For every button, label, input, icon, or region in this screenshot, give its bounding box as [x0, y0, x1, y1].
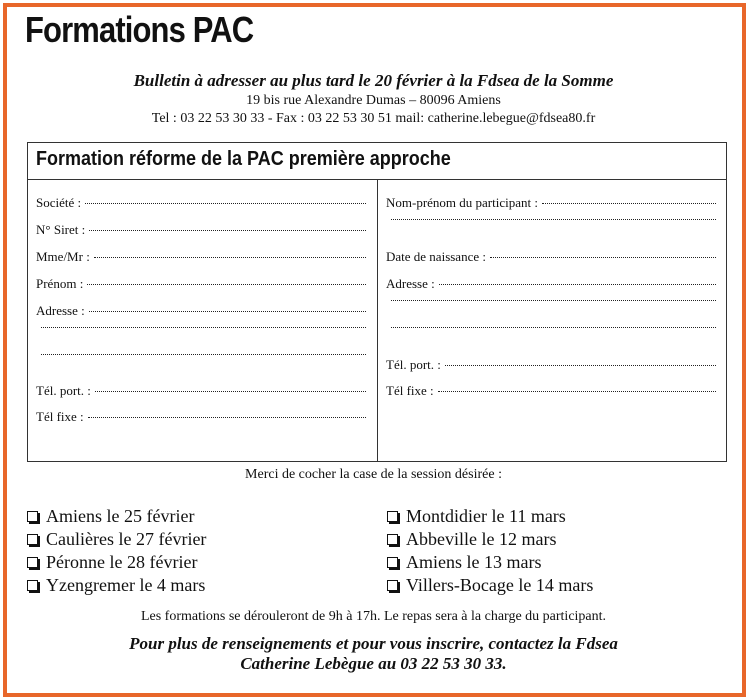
- societe-dotted-line[interactable]: [85, 203, 366, 204]
- civilite-label: Mme/Mr :: [36, 249, 90, 264]
- adresse-field[interactable]: [36, 303, 366, 319]
- nom-prenom-label: Nom-prénom du participant :: [386, 195, 538, 210]
- session-label: Abbeville le 12 mars: [406, 529, 557, 549]
- naissance-dotted-line[interactable]: [490, 257, 716, 258]
- session-option[interactable]: [387, 506, 566, 527]
- nom-prenom-extra-line[interactable]: [391, 222, 716, 223]
- session-option[interactable]: [387, 529, 556, 550]
- checkbox-icon[interactable]: [27, 511, 38, 522]
- session-option[interactable]: [387, 552, 541, 573]
- tel-fixe-label: Tél fixe :: [36, 409, 84, 424]
- checkbox-icon[interactable]: [387, 580, 398, 591]
- bulletin-instruction: Bulletin à adresser au plus tard le 20 février à la Fdsea de la Somme: [133, 71, 614, 90]
- session-label: Villers-Bocage le 14 mars: [406, 575, 594, 595]
- tel-fixe-field[interactable]: [36, 409, 366, 425]
- tel-port-participant-dotted-line[interactable]: [445, 365, 716, 366]
- adresse-participant-extra-line-2[interactable]: [391, 330, 716, 331]
- prenom-dotted-line[interactable]: [87, 284, 366, 285]
- session-option[interactable]: [27, 506, 194, 527]
- tel-port-label: Tél. port. :: [36, 383, 91, 398]
- adresse-participant-extra-line-1[interactable]: [391, 303, 716, 304]
- adresse-dotted-line[interactable]: [41, 354, 366, 355]
- tel-fixe-participant-dotted-line[interactable]: [438, 391, 716, 392]
- nom-prenom-dotted-line[interactable]: [391, 219, 716, 220]
- prenom-field[interactable]: [36, 276, 366, 292]
- tel-fixe-dotted-line[interactable]: [88, 417, 366, 418]
- nom-prenom-field[interactable]: [386, 195, 716, 211]
- tel-port-participant-field[interactable]: [386, 357, 716, 373]
- session-label: Amiens le 13 mars: [406, 552, 542, 572]
- naissance-label: Date de naissance :: [386, 249, 486, 264]
- session-instruction: Merci de cocher la case de la session désirée :: [245, 467, 502, 482]
- siret-field[interactable]: [36, 222, 366, 238]
- tel-fixe-participant-field[interactable]: [386, 383, 716, 399]
- adresse-participant-label: Adresse :: [386, 276, 435, 291]
- adresse-participant-dotted-line[interactable]: [391, 327, 716, 328]
- checkbox-icon[interactable]: [27, 534, 38, 545]
- contact-call-to-action: Pour plus de renseignements et pour vous inscrire, contactez la Fdsea: [129, 634, 618, 653]
- adresse-extra-line-1[interactable]: [41, 330, 366, 331]
- civilite-field[interactable]: [36, 249, 366, 265]
- adresse-dotted-line[interactable]: [41, 327, 366, 328]
- adresse-label: Adresse :: [36, 303, 85, 318]
- checkbox-icon[interactable]: [387, 557, 398, 568]
- nom-prenom-dotted-line[interactable]: [542, 203, 716, 204]
- form-title: Formation réforme de la PAC première approche: [36, 148, 451, 170]
- session-option[interactable]: [27, 529, 206, 550]
- postal-address: 19 bis rue Alexandre Dumas – 80096 Amiens: [246, 93, 501, 108]
- contact-line: Tel : 03 22 53 30 33 - Fax : 03 22 53 30 51 mail: catherine.lebegue@fdsea80.fr: [151, 111, 596, 126]
- contact-person: Catherine Lebègue au 03 22 53 30 33.: [240, 654, 507, 673]
- session-label: Montdidier le 11 mars: [406, 506, 566, 526]
- column-divider: [377, 180, 378, 461]
- checkbox-icon[interactable]: [387, 534, 398, 545]
- form-header: [28, 143, 726, 180]
- page-title: Formations PAC: [25, 9, 254, 50]
- session-option[interactable]: [387, 575, 593, 596]
- societe-label: Société :: [36, 195, 82, 210]
- tel-port-dotted-line[interactable]: [95, 391, 366, 392]
- tel-fixe-participant-label: Tél fixe :: [386, 383, 434, 398]
- adresse-extra-line-2[interactable]: [41, 357, 366, 358]
- siret-dotted-line[interactable]: [89, 230, 366, 231]
- adresse-participant-field[interactable]: [386, 276, 716, 292]
- checkbox-icon[interactable]: [27, 557, 38, 568]
- schedule-info: Les formations se dérouleront de 9h à 17h. Le repas sera à la charge du participant.: [140, 609, 607, 624]
- session-label: Caulières le 27 février: [46, 529, 207, 549]
- naissance-field[interactable]: [386, 249, 716, 265]
- civilite-dotted-line[interactable]: [94, 257, 366, 258]
- tel-port-participant-label: Tél. port. :: [386, 357, 441, 372]
- session-option[interactable]: [27, 552, 197, 573]
- societe-field[interactable]: [36, 195, 366, 211]
- registration-form: [27, 142, 727, 462]
- session-option[interactable]: [27, 575, 205, 596]
- session-label: Amiens le 25 février: [46, 506, 195, 526]
- prenom-label: Prénom :: [36, 276, 84, 291]
- adresse-participant-dotted-line[interactable]: [439, 284, 716, 285]
- adresse-participant-dotted-line[interactable]: [391, 300, 716, 301]
- checkbox-icon[interactable]: [27, 580, 38, 591]
- tel-port-field[interactable]: [36, 383, 366, 399]
- session-label: Yzengremer le 4 mars: [46, 575, 206, 595]
- checkbox-icon[interactable]: [387, 511, 398, 522]
- adresse-dotted-line[interactable]: [89, 311, 366, 312]
- session-label: Péronne le 28 février: [46, 552, 198, 572]
- siret-label: N° Siret :: [36, 222, 86, 237]
